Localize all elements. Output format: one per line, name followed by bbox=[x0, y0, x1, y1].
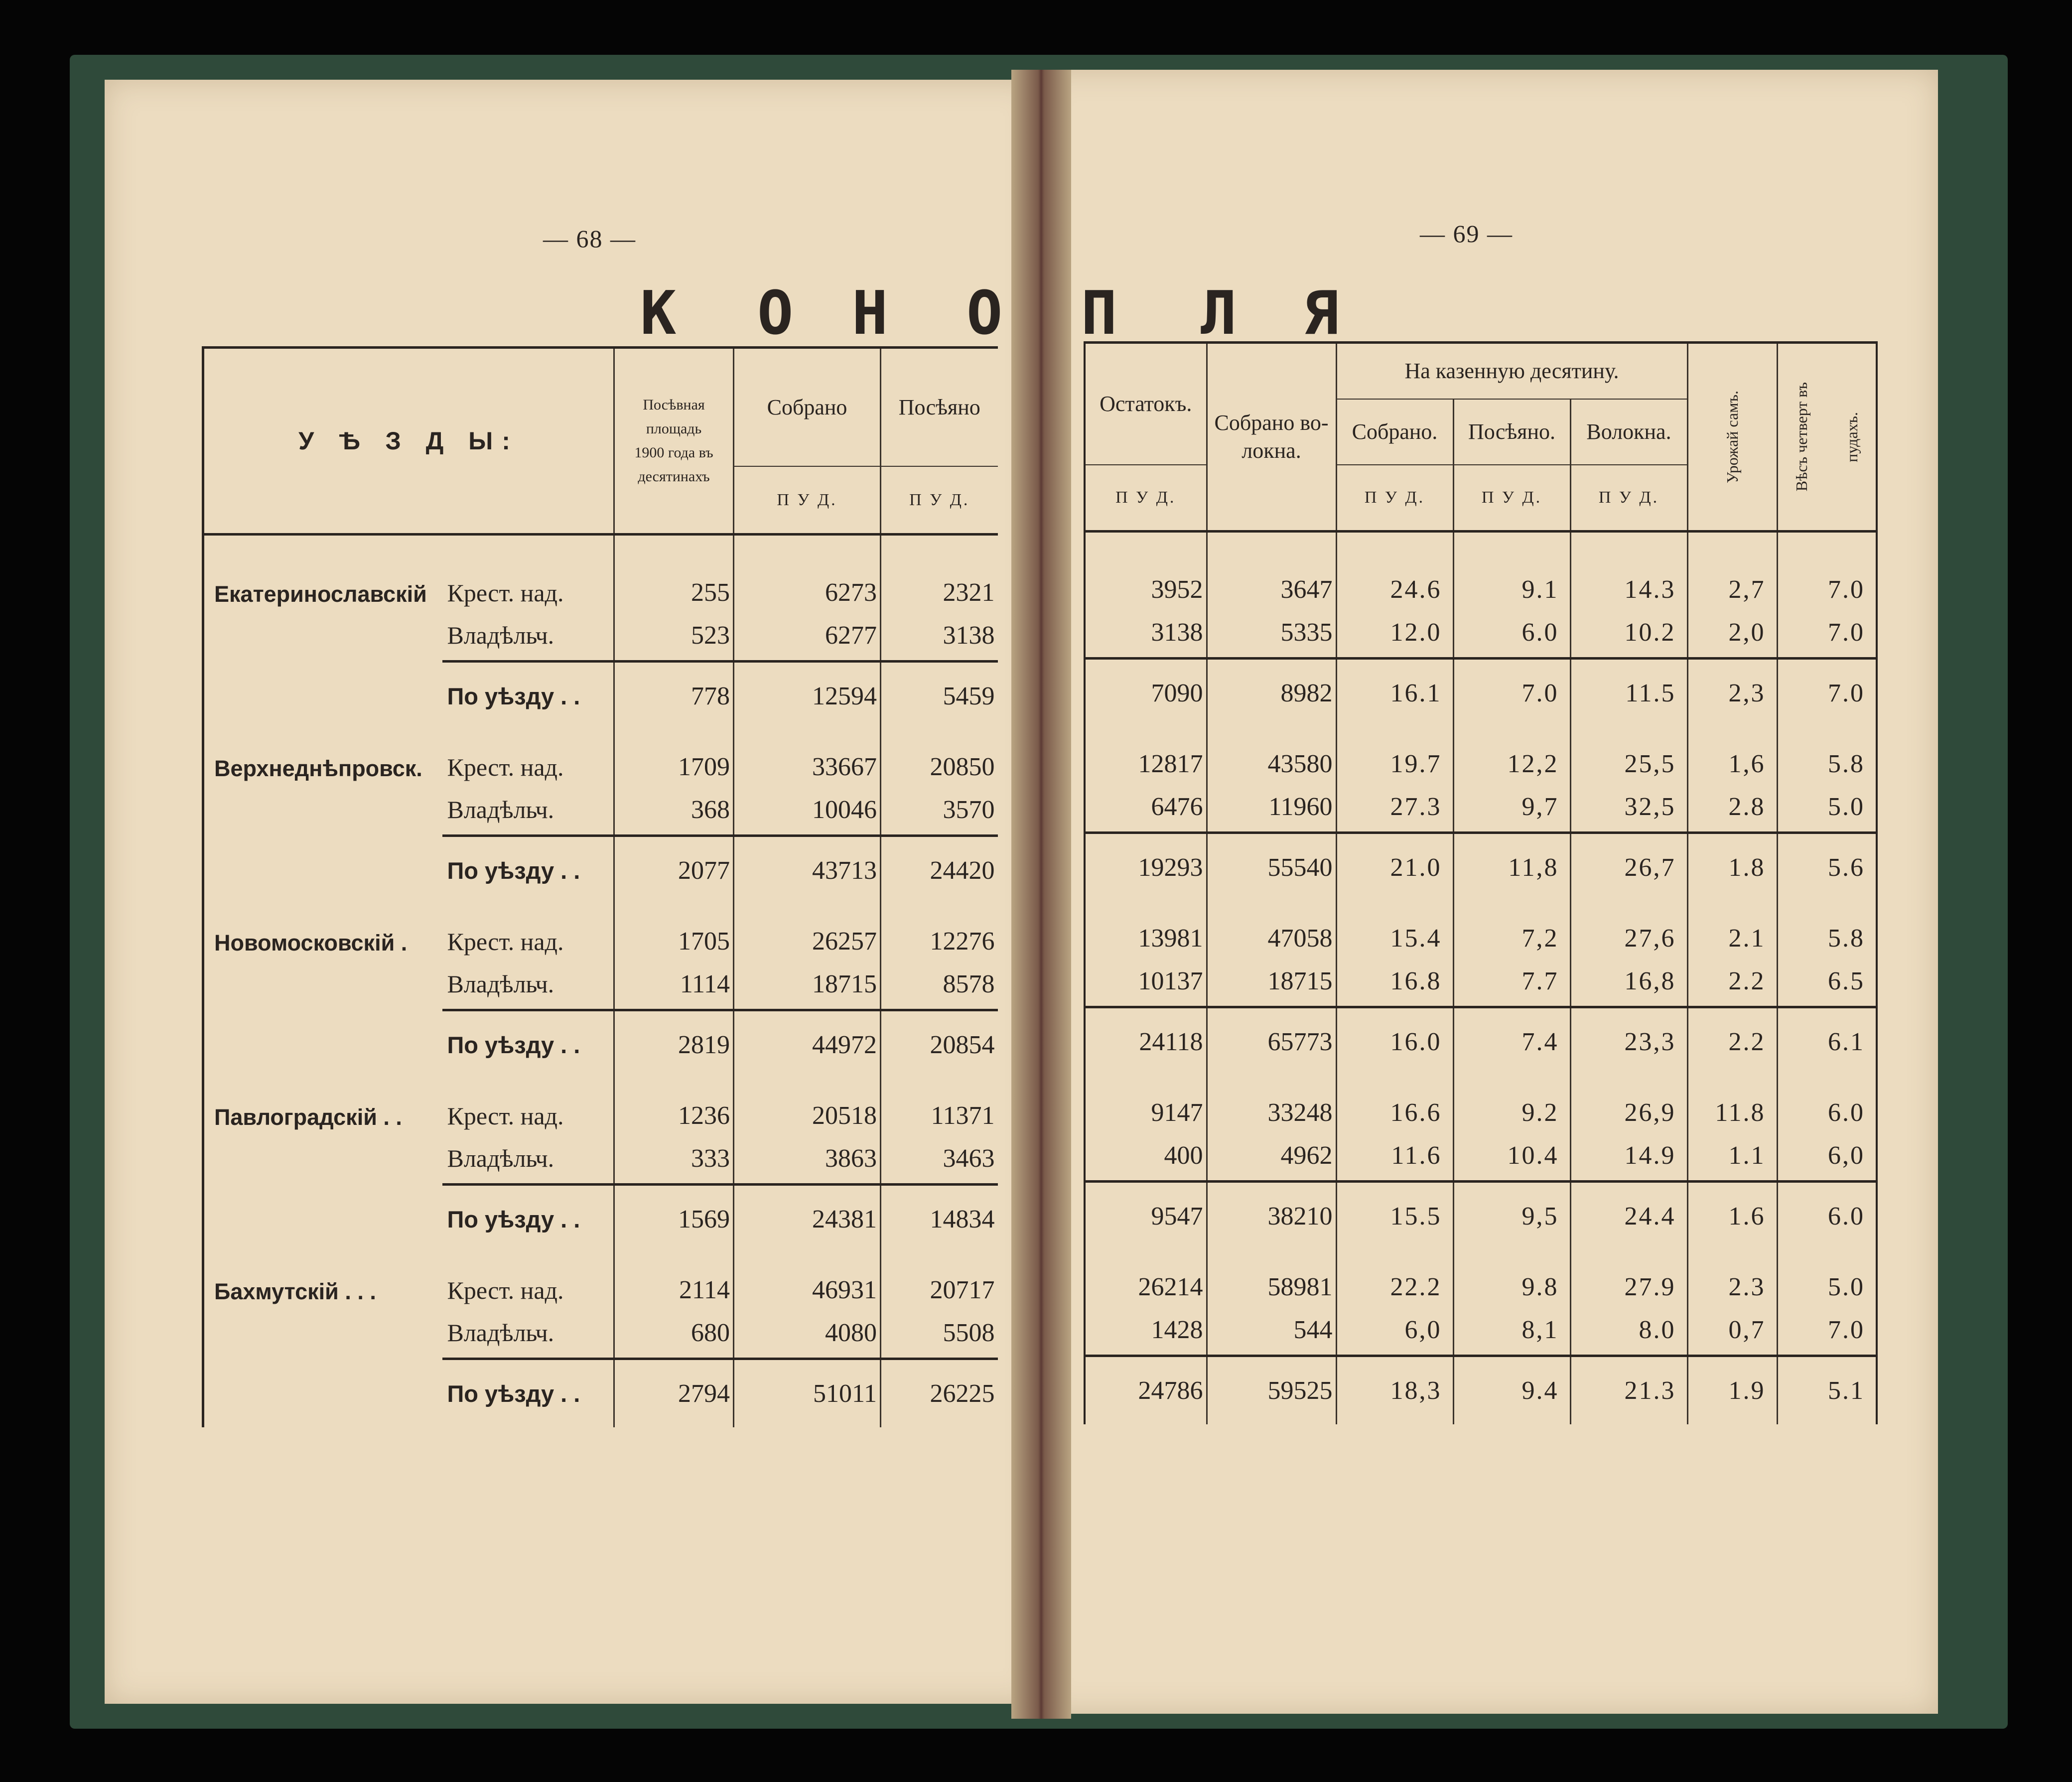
header-unit: П У Д. bbox=[1453, 465, 1570, 532]
table-row bbox=[1085, 1356, 1877, 1425]
cell-area: 2114 bbox=[614, 1253, 734, 1308]
header-weight-line: пудахъ. bbox=[1842, 411, 1861, 462]
table-row bbox=[203, 1079, 998, 1133]
cell-harvest: 11.8 bbox=[1687, 1076, 1777, 1130]
cell-pd-collected: 15.5 bbox=[1336, 1182, 1453, 1250]
table-row bbox=[203, 959, 998, 1010]
cell-area: 1569 bbox=[614, 1185, 734, 1253]
table-row bbox=[203, 555, 998, 610]
table-row bbox=[1085, 1305, 1877, 1356]
row-category: Крест. над. bbox=[447, 1102, 564, 1130]
cell-area: 680 bbox=[614, 1308, 734, 1359]
cell-area: 2794 bbox=[614, 1359, 734, 1428]
district-name: Новомосковскій . bbox=[214, 930, 408, 956]
district-name bbox=[203, 1308, 442, 1359]
cell-collected: 6277 bbox=[734, 610, 881, 662]
cell-collected: 4080 bbox=[734, 1308, 881, 1359]
cell-fiber-total: 3647 bbox=[1207, 552, 1336, 607]
cell-area: 333 bbox=[614, 1133, 734, 1185]
table-row bbox=[203, 730, 998, 785]
left-table-body bbox=[203, 555, 998, 1427]
cell-pd-sown: 9.1 bbox=[1453, 552, 1570, 607]
cell-collected: 3863 bbox=[734, 1133, 881, 1185]
cell-remainder: 1428 bbox=[1151, 1315, 1203, 1344]
cell-harvest: 2.1 bbox=[1687, 901, 1777, 956]
header-collected: Собрано bbox=[734, 348, 881, 467]
table-row bbox=[1085, 1250, 1877, 1305]
cell-weight: 6.0 bbox=[1777, 1182, 1877, 1250]
row-category: По уѣзду . . bbox=[442, 1185, 614, 1253]
cell-remainder: 9547 bbox=[1085, 1182, 1207, 1250]
cell-remainder: 9147 bbox=[1151, 1098, 1203, 1127]
header-area-line: 1900 года въ bbox=[634, 444, 713, 461]
cell-pd-fiber: 27.9 bbox=[1570, 1250, 1687, 1305]
cell-area: 1709 bbox=[614, 730, 734, 785]
cell-harvest: 2,3 bbox=[1687, 659, 1777, 727]
cell-pd-collected: 16.6 bbox=[1336, 1076, 1453, 1130]
cell-pd-fiber: 21.3 bbox=[1570, 1356, 1687, 1425]
cell-collected: 20518 bbox=[734, 1079, 881, 1133]
cell-fiber-total: 59525 bbox=[1207, 1356, 1336, 1425]
cell-sown: 3138 bbox=[881, 610, 998, 662]
cell-fiber-total: 11960 bbox=[1207, 782, 1336, 833]
title-letter: О bbox=[967, 279, 1003, 348]
cell-pd-fiber: 24.4 bbox=[1570, 1182, 1687, 1250]
cell-area: 778 bbox=[614, 662, 734, 730]
cell-sown: 2321 bbox=[881, 555, 998, 610]
cell-collected: 43713 bbox=[734, 836, 881, 905]
cell-pd-fiber: 23,3 bbox=[1570, 1007, 1687, 1076]
header-area-line: площадь bbox=[646, 420, 702, 437]
row-category: Крест. над. bbox=[447, 1276, 564, 1304]
cell-weight: 7.0 bbox=[1777, 607, 1877, 659]
cell-pd-fiber: 11.5 bbox=[1570, 659, 1687, 727]
table-row bbox=[203, 662, 998, 730]
header-area bbox=[614, 348, 734, 535]
row-category: По уѣзду . . bbox=[442, 1010, 614, 1079]
cell-remainder: 24118 bbox=[1085, 1007, 1207, 1076]
row-category: Крест. над. bbox=[447, 579, 564, 607]
cell-remainder: 400 bbox=[1164, 1141, 1203, 1170]
title-letter: О bbox=[757, 279, 794, 348]
cell-harvest: 1,6 bbox=[1687, 727, 1777, 782]
row-category: По уѣзду . . bbox=[442, 662, 614, 730]
cell-area: 255 bbox=[614, 555, 734, 610]
header-unit: П У Д. bbox=[881, 466, 998, 534]
cell-collected: 33667 bbox=[734, 730, 881, 785]
cell-pd-collected: 6,0 bbox=[1336, 1305, 1453, 1356]
table-row bbox=[203, 785, 998, 836]
cell-sown: 5459 bbox=[881, 662, 998, 730]
table-row bbox=[1085, 1076, 1877, 1130]
table-row bbox=[1085, 607, 1877, 659]
cell-sown: 20850 bbox=[881, 730, 998, 785]
cell-weight: 7.0 bbox=[1777, 659, 1877, 727]
header-fiber-line: локна. bbox=[1242, 438, 1301, 463]
cell-weight: 5.0 bbox=[1777, 782, 1877, 833]
cell-collected: 44972 bbox=[734, 1010, 881, 1079]
cell-fiber-total: 43580 bbox=[1207, 727, 1336, 782]
cell-pd-sown: 11,8 bbox=[1453, 833, 1570, 902]
district-name bbox=[203, 836, 442, 905]
cell-area: 368 bbox=[614, 785, 734, 836]
table-row bbox=[1085, 956, 1877, 1007]
cell-pd-sown: 9.4 bbox=[1453, 1356, 1570, 1425]
cell-pd-collected: 16.0 bbox=[1336, 1007, 1453, 1076]
cell-collected: 6273 bbox=[734, 555, 881, 610]
cell-remainder: 6476 bbox=[1151, 792, 1203, 821]
cell-pd-collected: 21.0 bbox=[1336, 833, 1453, 902]
cell-pd-collected: 16.8 bbox=[1336, 956, 1453, 1007]
cell-fiber-total: 65773 bbox=[1207, 1007, 1336, 1076]
header-per-desyatina: На казенную десятину. bbox=[1336, 343, 1687, 400]
cell-remainder: 26214 bbox=[1138, 1273, 1203, 1301]
table-row bbox=[1085, 901, 1877, 956]
cell-pd-collected: 11.6 bbox=[1336, 1130, 1453, 1182]
row-category: Владѣльч. bbox=[447, 1319, 554, 1347]
cell-remainder: 19293 bbox=[1085, 833, 1207, 902]
cell-area: 1236 bbox=[614, 1079, 734, 1133]
cell-pd-fiber: 16,8 bbox=[1570, 956, 1687, 1007]
right-table-body bbox=[1085, 552, 1877, 1424]
cell-pd-fiber: 10.2 bbox=[1570, 607, 1687, 659]
cell-pd-fiber: 8.0 bbox=[1570, 1305, 1687, 1356]
cell-area: 2819 bbox=[614, 1010, 734, 1079]
cell-remainder: 10137 bbox=[1138, 966, 1203, 995]
table-row bbox=[203, 610, 998, 662]
header-unit: П У Д. bbox=[1085, 465, 1207, 532]
cell-pd-collected: 24.6 bbox=[1336, 552, 1453, 607]
cell-weight: 5.6 bbox=[1777, 833, 1877, 902]
cell-weight: 6.5 bbox=[1777, 956, 1877, 1007]
table-row bbox=[203, 1308, 998, 1359]
cell-harvest: 2,7 bbox=[1687, 552, 1777, 607]
row-category: По уѣзду . . bbox=[442, 836, 614, 905]
cell-weight: 7.0 bbox=[1777, 552, 1877, 607]
district-name: Екатеринославскій bbox=[214, 581, 427, 607]
cell-pd-fiber: 32,5 bbox=[1570, 782, 1687, 833]
cell-sown: 26225 bbox=[881, 1359, 998, 1428]
page-number-left: — 68 — bbox=[543, 225, 636, 253]
cell-fiber-total: 8982 bbox=[1207, 659, 1336, 727]
cell-harvest: 2.3 bbox=[1687, 1250, 1777, 1305]
cell-area: 523 bbox=[614, 610, 734, 662]
title-letter: К bbox=[640, 279, 677, 348]
cell-fiber-total: 5335 bbox=[1207, 607, 1336, 659]
table-row bbox=[1085, 727, 1877, 782]
cell-sown: 24420 bbox=[881, 836, 998, 905]
cell-pd-sown: 10.4 bbox=[1453, 1130, 1570, 1182]
cell-harvest: 1.9 bbox=[1687, 1356, 1777, 1425]
district-name bbox=[203, 1359, 442, 1428]
row-category: Владѣльч. bbox=[447, 1144, 554, 1172]
cell-pd-collected: 15.4 bbox=[1336, 901, 1453, 956]
cell-fiber-total: 55540 bbox=[1207, 833, 1336, 902]
table-row bbox=[1085, 1007, 1877, 1076]
cell-fiber-total: 544 bbox=[1207, 1305, 1336, 1356]
cell-pd-fiber: 26,9 bbox=[1570, 1076, 1687, 1130]
cell-weight: 6,0 bbox=[1777, 1130, 1877, 1182]
cell-sown: 3570 bbox=[881, 785, 998, 836]
table-row bbox=[203, 1185, 998, 1253]
table-row bbox=[1085, 782, 1877, 833]
cell-fiber-total: 47058 bbox=[1207, 901, 1336, 956]
cell-pd-fiber: 25,5 bbox=[1570, 727, 1687, 782]
cell-pd-sown: 9.8 bbox=[1453, 1250, 1570, 1305]
cell-collected: 46931 bbox=[734, 1253, 881, 1308]
table-row bbox=[1085, 659, 1877, 727]
row-category: Владѣльч. bbox=[447, 796, 554, 823]
cell-pd-collected: 22.2 bbox=[1336, 1250, 1453, 1305]
cell-sown: 8578 bbox=[881, 959, 998, 1010]
table-row bbox=[1085, 1130, 1877, 1182]
cell-collected: 51011 bbox=[734, 1359, 881, 1428]
title-letter: Я bbox=[1303, 279, 1339, 348]
table-row bbox=[203, 1133, 998, 1185]
cell-sown: 11371 bbox=[881, 1079, 998, 1133]
cell-pd-fiber: 14.9 bbox=[1570, 1130, 1687, 1182]
header-district: У Ѣ З Д Ы: bbox=[203, 348, 614, 535]
table-row bbox=[203, 1359, 998, 1428]
cell-remainder: 3952 bbox=[1151, 575, 1203, 604]
cell-harvest: 0,7 bbox=[1687, 1305, 1777, 1356]
cell-harvest: 2.8 bbox=[1687, 782, 1777, 833]
cell-pd-collected: 19.7 bbox=[1336, 727, 1453, 782]
cell-area: 1705 bbox=[614, 904, 734, 959]
cell-harvest: 1.1 bbox=[1687, 1130, 1777, 1182]
row-category: Крест. над. bbox=[447, 928, 564, 956]
header-pd-fiber: Волокна. bbox=[1570, 399, 1687, 465]
header-weight-line: Вѣсъ четверт въ bbox=[1792, 382, 1810, 492]
cell-fiber-total: 33248 bbox=[1207, 1076, 1336, 1130]
cell-pd-collected: 12.0 bbox=[1336, 607, 1453, 659]
cell-pd-collected: 18,3 bbox=[1336, 1356, 1453, 1425]
cell-pd-sown: 7.0 bbox=[1453, 659, 1570, 727]
district-name bbox=[203, 959, 442, 1010]
header-sown: Посѣяно bbox=[881, 348, 998, 467]
header-weight bbox=[1777, 343, 1877, 532]
header-area-line: десятинахъ bbox=[638, 468, 710, 485]
title-letter: Л bbox=[1201, 279, 1237, 348]
cell-remainder: 3138 bbox=[1151, 618, 1203, 647]
table-row bbox=[203, 836, 998, 905]
cell-harvest: 2,0 bbox=[1687, 607, 1777, 659]
cell-harvest: 2.2 bbox=[1687, 956, 1777, 1007]
cell-fiber-total: 18715 bbox=[1207, 956, 1336, 1007]
header-fiber-total bbox=[1207, 343, 1336, 532]
title-letter: Н bbox=[852, 279, 888, 348]
cell-remainder: 13981 bbox=[1138, 924, 1203, 953]
row-category: Крест. над. bbox=[447, 753, 564, 781]
cell-weight: 5.0 bbox=[1777, 1250, 1877, 1305]
table-row bbox=[1085, 833, 1877, 902]
cell-sown: 20854 bbox=[881, 1010, 998, 1079]
cell-sown: 12276 bbox=[881, 904, 998, 959]
district-name: Павлоградскій . . bbox=[214, 1104, 402, 1130]
cell-pd-sown: 9,7 bbox=[1453, 782, 1570, 833]
district-name bbox=[203, 1185, 442, 1253]
cell-remainder: 24786 bbox=[1085, 1356, 1207, 1425]
cell-collected: 10046 bbox=[734, 785, 881, 836]
cell-harvest: 1.6 bbox=[1687, 1182, 1777, 1250]
cell-weight: 6.0 bbox=[1777, 1076, 1877, 1130]
cell-collected: 24381 bbox=[734, 1185, 881, 1253]
header-unit: П У Д. bbox=[1570, 465, 1687, 532]
cell-weight: 5.8 bbox=[1777, 901, 1877, 956]
cell-collected: 18715 bbox=[734, 959, 881, 1010]
header-pd-collected: Собрано. bbox=[1336, 399, 1453, 465]
district-name bbox=[203, 785, 442, 836]
table-row bbox=[203, 904, 998, 959]
cell-pd-sown: 7.7 bbox=[1453, 956, 1570, 1007]
cell-pd-sown: 6.0 bbox=[1453, 607, 1570, 659]
header-remainder: Остатокъ. bbox=[1085, 343, 1207, 465]
row-category: Владѣльч. bbox=[447, 621, 554, 649]
cell-pd-fiber: 27,6 bbox=[1570, 901, 1687, 956]
cell-harvest: 1.8 bbox=[1687, 833, 1777, 902]
district-name: Бахмутскій . . . bbox=[214, 1279, 376, 1304]
table-row bbox=[203, 1253, 998, 1308]
cell-pd-sown: 9,5 bbox=[1453, 1182, 1570, 1250]
cell-pd-sown: 8,1 bbox=[1453, 1305, 1570, 1356]
cell-pd-collected: 16.1 bbox=[1336, 659, 1453, 727]
cell-fiber-total: 4962 bbox=[1207, 1130, 1336, 1182]
cell-weight: 5.1 bbox=[1777, 1356, 1877, 1425]
cell-fiber-total: 38210 bbox=[1207, 1182, 1336, 1250]
row-category: Владѣльч. bbox=[447, 970, 554, 998]
cell-area: 2077 bbox=[614, 836, 734, 905]
cell-remainder: 12817 bbox=[1138, 750, 1203, 778]
district-name bbox=[203, 1010, 442, 1079]
page-title bbox=[0, 279, 2072, 348]
row-category: По уѣзду . . bbox=[442, 1359, 614, 1428]
cell-pd-sown: 12,2 bbox=[1453, 727, 1570, 782]
cell-sown: 14834 bbox=[881, 1185, 998, 1253]
table-row bbox=[1085, 552, 1877, 607]
cell-collected: 12594 bbox=[734, 662, 881, 730]
header-pd-sown: Посѣяно. bbox=[1453, 399, 1570, 465]
cell-sown: 20717 bbox=[881, 1253, 998, 1308]
header-fiber-line: Собрано во- bbox=[1214, 411, 1329, 435]
table-row bbox=[203, 1010, 998, 1079]
district-name bbox=[203, 610, 442, 662]
cell-sown: 5508 bbox=[881, 1308, 998, 1359]
cell-sown: 3463 bbox=[881, 1133, 998, 1185]
cell-pd-sown: 7.4 bbox=[1453, 1007, 1570, 1076]
title-letter: П bbox=[1081, 279, 1117, 348]
header-area-line: Посѣвная bbox=[643, 397, 705, 413]
cell-remainder: 7090 bbox=[1085, 659, 1207, 727]
cell-fiber-total: 58981 bbox=[1207, 1250, 1336, 1305]
header-unit: П У Д. bbox=[734, 466, 881, 534]
district-name bbox=[203, 662, 442, 730]
cell-pd-fiber: 14.3 bbox=[1570, 552, 1687, 607]
cell-pd-collected: 27.3 bbox=[1336, 782, 1453, 833]
right-table bbox=[1084, 341, 1878, 1424]
cell-pd-sown: 9.2 bbox=[1453, 1076, 1570, 1130]
cell-area: 1114 bbox=[614, 959, 734, 1010]
district-name: Верхнеднѣпровск. bbox=[214, 756, 422, 781]
district-name bbox=[203, 1133, 442, 1185]
cell-harvest: 2.2 bbox=[1687, 1007, 1777, 1076]
cell-weight: 5.8 bbox=[1777, 727, 1877, 782]
cell-pd-sown: 7,2 bbox=[1453, 901, 1570, 956]
header-harvest-text: Урожай самъ. bbox=[1723, 390, 1741, 484]
table-row bbox=[1085, 1182, 1877, 1250]
cell-collected: 26257 bbox=[734, 904, 881, 959]
page-number-right: — 69 — bbox=[1420, 220, 1513, 248]
cell-pd-fiber: 26,7 bbox=[1570, 833, 1687, 902]
header-harvest bbox=[1687, 343, 1777, 532]
cell-weight: 7.0 bbox=[1777, 1305, 1877, 1356]
cell-weight: 6.1 bbox=[1777, 1007, 1877, 1076]
left-table bbox=[202, 346, 998, 1427]
header-unit: П У Д. bbox=[1336, 465, 1453, 532]
